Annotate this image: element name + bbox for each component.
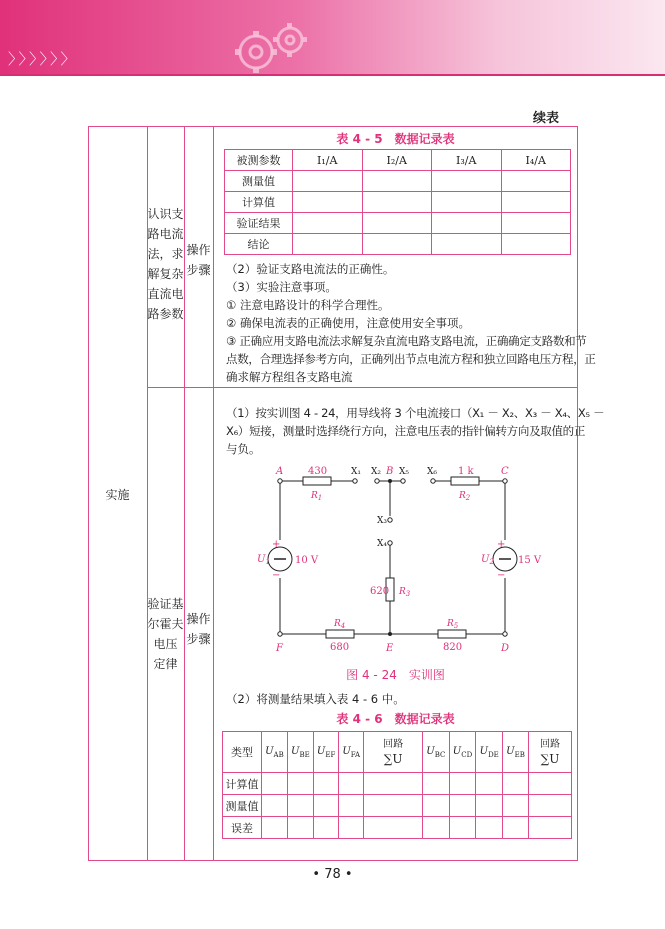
table-header-row xyxy=(225,150,571,171)
column-divider xyxy=(184,126,185,861)
row2-instructions: （1）按实训图 4 - 24，用导线将 3 个电流接口（X₁ － X₂、X₃ － X₄、X₅ － X₆）短接，测量时选择绕行方向，注意电压表的指针偏转方向及取值的正 与负。 xyxy=(226,406,605,456)
header-divider xyxy=(0,74,665,76)
row2-step-label: 操作 步骤 xyxy=(186,612,211,646)
header-cell: I₄/A xyxy=(501,150,571,171)
svg-text:A: A xyxy=(276,466,284,477)
table-row xyxy=(223,773,572,795)
row-label: 结论 xyxy=(225,234,293,255)
row-divider xyxy=(147,387,578,388)
table-row xyxy=(225,171,571,192)
table-row xyxy=(225,213,571,234)
row1-topic: 认识支 路电流 法，求 解复杂 直流电 路参数 xyxy=(147,207,184,321)
resistor-r2 xyxy=(451,477,479,485)
svg-text:−: − xyxy=(497,570,506,581)
svg-text:+: + xyxy=(272,539,281,550)
resistor-r1 xyxy=(303,477,331,485)
svg-text:1 k: 1 k xyxy=(458,466,474,477)
row-label: 误差 xyxy=(223,817,262,839)
header-cell: I₃/A xyxy=(432,150,502,171)
table-header-row: 类型 $U_{AB}$ $U_{BE}$ $U_{EF}$ $U_{FA}$ 回路 ∑U $U_{BC}$ $U_{CD}$ $U_{DE}$ $U_{EB}$ 回路 ∑U xyxy=(223,732,572,773)
header-cell: I₂/A xyxy=(362,150,432,171)
svg-text:+: + xyxy=(497,539,506,550)
svg-text:15 V: 15 V xyxy=(518,555,542,566)
svg-text:820: 820 xyxy=(443,642,463,653)
table-row xyxy=(225,234,571,255)
svg-text:U2: $U_2$ xyxy=(481,554,494,566)
svg-text:D: D xyxy=(501,643,510,654)
circuit-diagram xyxy=(213,458,578,663)
row1-instructions: （2）验证支路电流法的正确性。 （3）实验注意事项。 ① 注意电路设计的科学合理性。 ② 确保电流表的正确使用，注意使用安全事项。 ③ 正确应用支路电流法求解复杂直流电路支路电流，正确确定支路数和节 点数，合理选择参考方向，正确列出节点电流方程和独立回路电压方程，正 确求解方程组各支路电流 xyxy=(226,262,596,384)
header-cell: 被测参数 xyxy=(225,150,293,171)
resistor-r5 xyxy=(438,630,466,638)
row-label: 测量值 xyxy=(225,171,293,192)
header-banner xyxy=(0,0,665,76)
row1-step-label: 操作 步骤 xyxy=(186,243,211,277)
header-cell: 类型 xyxy=(223,732,262,773)
svg-text:X₂: X₂ xyxy=(371,467,382,477)
table-row xyxy=(223,795,572,817)
row2-instruction-2: （2）将测量结果填入表 4 - 6 中。 xyxy=(226,692,405,706)
phase-label: 实施 xyxy=(105,488,130,502)
row-label: 验证结果 xyxy=(225,213,293,234)
loop-sum-header: 回路 ∑U xyxy=(529,732,572,773)
svg-text:U1: $U_1$ xyxy=(257,554,270,566)
svg-text:F: F xyxy=(276,643,283,654)
svg-text:E: E xyxy=(386,643,394,654)
svg-text:X₆: X₆ xyxy=(427,467,438,477)
page-number: • 78 • xyxy=(312,867,353,882)
continued-label: 续表 xyxy=(532,111,559,126)
row-label: 计算值 xyxy=(225,192,293,213)
svg-text:C: C xyxy=(501,466,509,477)
svg-text:X₅: X₅ xyxy=(399,467,410,477)
loop-sum-header: 回路 ∑U xyxy=(364,732,423,773)
svg-text:430: 430 xyxy=(308,466,328,477)
resistor-r4 xyxy=(326,630,354,638)
row2-topic: 验证基 尔霍夫 电压 定律 xyxy=(147,597,184,671)
table-row xyxy=(225,192,571,213)
table-row xyxy=(223,817,572,839)
svg-text:X₃: X₃ xyxy=(377,516,388,526)
table-4-5-caption: 表 4 - 5 数据记录表 xyxy=(336,132,455,146)
svg-text:620: 620 xyxy=(370,586,390,597)
svg-text:X₄: X₄ xyxy=(377,539,388,549)
svg-text:R4: $R_4$ xyxy=(334,619,346,630)
table-4-6-caption: 表 4 - 6 数据记录表 xyxy=(336,712,455,726)
svg-text:X₁: X₁ xyxy=(351,467,362,477)
gear-icon xyxy=(228,18,318,76)
table-4-6 xyxy=(222,731,572,839)
svg-text:R1: $R_1$ xyxy=(311,491,323,502)
header-cell: I₁/A xyxy=(293,150,363,171)
row-label: 测量值 xyxy=(223,795,262,817)
svg-text:R5: $R_5$ xyxy=(447,619,459,630)
chevron-decoration: 〉〉〉〉〉〉 xyxy=(8,50,79,68)
svg-text:−: − xyxy=(272,570,281,581)
svg-text:10 V: 10 V xyxy=(295,555,319,566)
figure-4-24-caption: 图 4 - 24 实训图 xyxy=(346,668,445,682)
row-label: 计算值 xyxy=(223,773,262,795)
svg-text:R3: $R_3$ xyxy=(399,587,411,598)
svg-text:B: B xyxy=(386,466,394,477)
svg-text:R2: $R_2$ xyxy=(459,491,471,502)
table-4-5 xyxy=(224,149,571,255)
svg-text:680: 680 xyxy=(330,642,350,653)
